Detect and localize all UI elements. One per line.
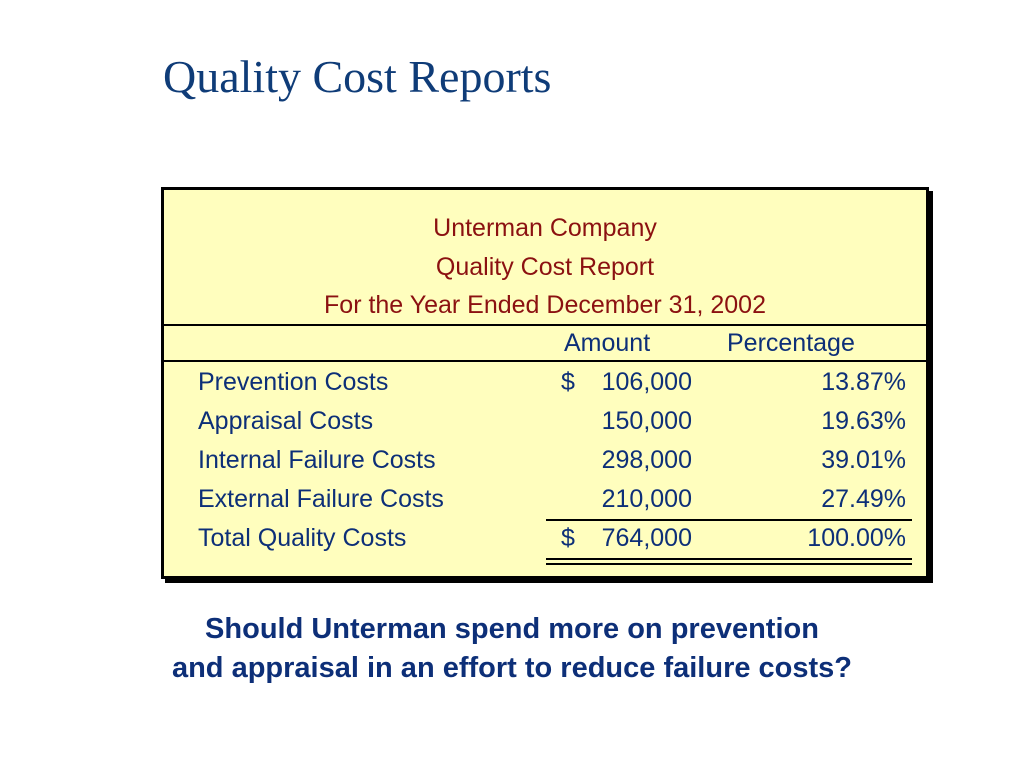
table-row-internal-failure (164, 442, 926, 480)
total-double-rule (546, 558, 912, 565)
row-percentage: 13.87% (821, 368, 906, 396)
table-row-prevention (164, 364, 926, 402)
slide-title: Quality Cost Reports (163, 51, 552, 102)
total-label: Total Quality Costs (198, 524, 407, 552)
dollar-sign: $ (561, 524, 575, 552)
row-amount: 106,000 (601, 368, 692, 396)
row-percentage: 27.49% (821, 485, 906, 513)
table-row-appraisal (164, 403, 926, 441)
row-percentage: 39.01% (821, 446, 906, 474)
row-amount: 150,000 (601, 407, 692, 435)
total-percentage: 100.00% (807, 524, 906, 552)
report-header (164, 190, 926, 326)
table-row-total (164, 520, 926, 558)
row-amount: 210,000 (601, 485, 692, 513)
dollar-sign: $ (561, 368, 575, 396)
amount-column-header: Amount (564, 329, 651, 357)
table-row-external-failure (164, 481, 926, 519)
report-period: For the Year Ended December 31, 2002 (324, 291, 766, 319)
discussion-question (0, 610, 1024, 688)
question-line-2: and appraisal in an effort to reduce failure costs? (171, 652, 853, 684)
row-label: External Failure Costs (198, 485, 444, 513)
total-amount: 764,000 (601, 524, 692, 552)
percentage-column-header: Percentage (727, 329, 855, 357)
question-line-1: Should Unterman spend more on prevention (205, 613, 819, 645)
row-amount: 298,000 (601, 446, 692, 474)
column-header-row (164, 326, 926, 362)
row-label: Prevention Costs (198, 368, 389, 396)
row-percentage: 19.63% (821, 407, 906, 435)
company-name: Unterman Company (433, 214, 657, 242)
report-name: Quality Cost Report (435, 253, 655, 281)
row-label: Internal Failure Costs (198, 446, 436, 474)
quality-cost-report-table (161, 187, 929, 579)
row-label: Appraisal Costs (198, 407, 374, 435)
